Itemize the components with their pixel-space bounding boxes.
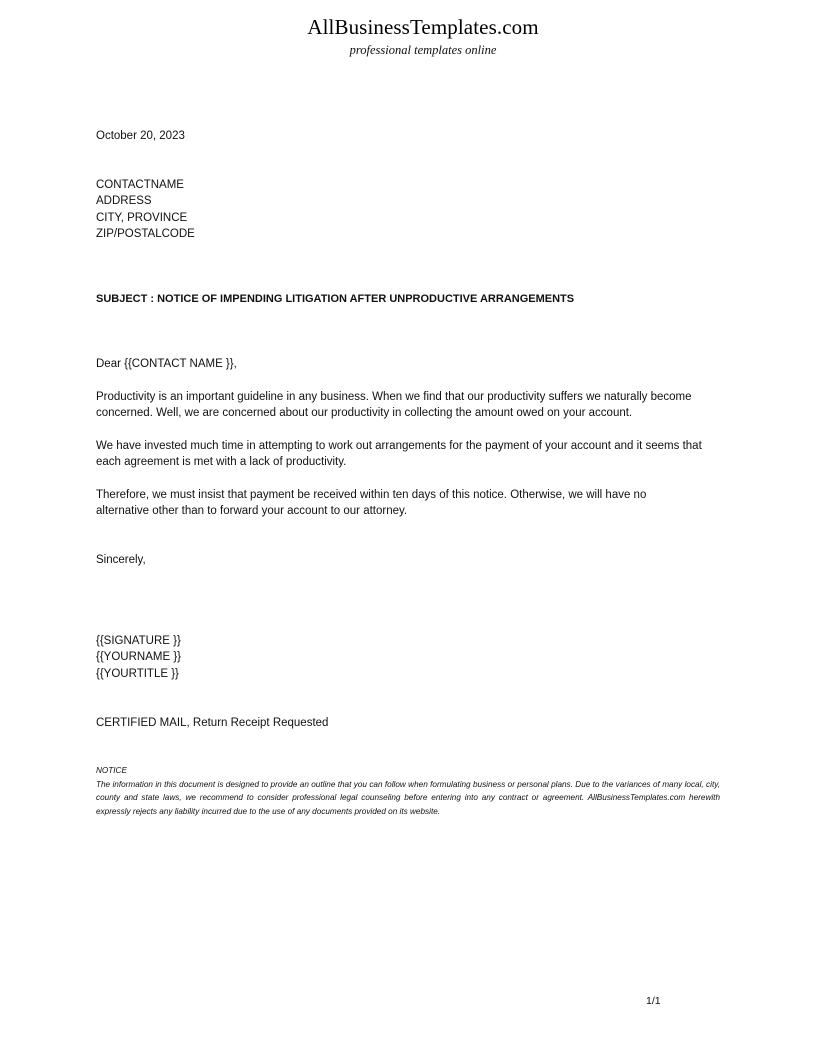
mail-note-block <box>96 715 720 731</box>
body-paragraph: Therefore, we must insist that payment be received within ten days of this notice. Otherwise, we will have no alternative other than to forward your account to our attorney. <box>96 489 647 518</box>
salutation-block <box>96 356 720 372</box>
signature-line: {{YOURNAME }} <box>96 651 182 664</box>
address-line: ZIP/POSTALCODE <box>96 228 195 241</box>
body-paragraph-1-block <box>96 389 724 422</box>
subject-block <box>96 291 720 307</box>
body-paragraph-2-block <box>96 438 708 471</box>
recipient-address <box>96 177 720 243</box>
signature-line: {{YOURTITLE }} <box>96 667 179 680</box>
notice-title: NOTICE <box>96 766 127 775</box>
body-paragraph-3-block <box>96 487 700 520</box>
address-line: CITY, PROVINCE <box>96 211 188 224</box>
closing: Sincerely, <box>96 554 146 566</box>
letter-subject: SUBJECT : NOTICE OF IMPENDING LITIGATION AFTER UNPRODUCTIVE ARRANGEMENTS <box>96 293 575 305</box>
letter-date: October 20, 2023 <box>96 130 185 142</box>
signature-block <box>96 633 720 682</box>
page-number: 1/1 <box>646 995 661 1007</box>
salutation: Dear {{CONTACT NAME }}, <box>96 358 237 370</box>
letter-date-block <box>96 128 720 144</box>
legal-notice <box>96 764 720 818</box>
body-paragraph: Productivity is an important guideline in any business. When we find that our productivity suffers we naturally become concerned. Well, we are concerned about our productivity in collecting the amount owed on your account. <box>96 391 692 420</box>
body-paragraph: We have invested much time in attempting to work out arrangements for the payment of your account and it seems that each agreement is met with a lack of productivity. <box>96 440 702 469</box>
document-header <box>0 14 816 58</box>
notice-text: The information in this document is designed to provide an outline that you can follow when formulating business or personal plans. Due to the variances of many local, city, county and state laws, we recommend to consider professional legal counseling before entering into any contract or agreement. AllBusinessTemplates.com herewith expressly rejects any liability incurred due to the use of any documents provided on its website. <box>96 779 720 816</box>
brand-name: AllBusinessTemplates.com <box>307 15 539 39</box>
signature-line: {{SIGNATURE }} <box>96 635 181 647</box>
closing-block <box>96 552 720 568</box>
address-line: ADDRESS <box>96 195 152 208</box>
mail-note: CERTIFIED MAIL, Return Receipt Requested <box>96 717 329 729</box>
address-line: CONTACTNAME <box>96 179 184 191</box>
brand-tagline: professional templates online <box>349 43 497 57</box>
